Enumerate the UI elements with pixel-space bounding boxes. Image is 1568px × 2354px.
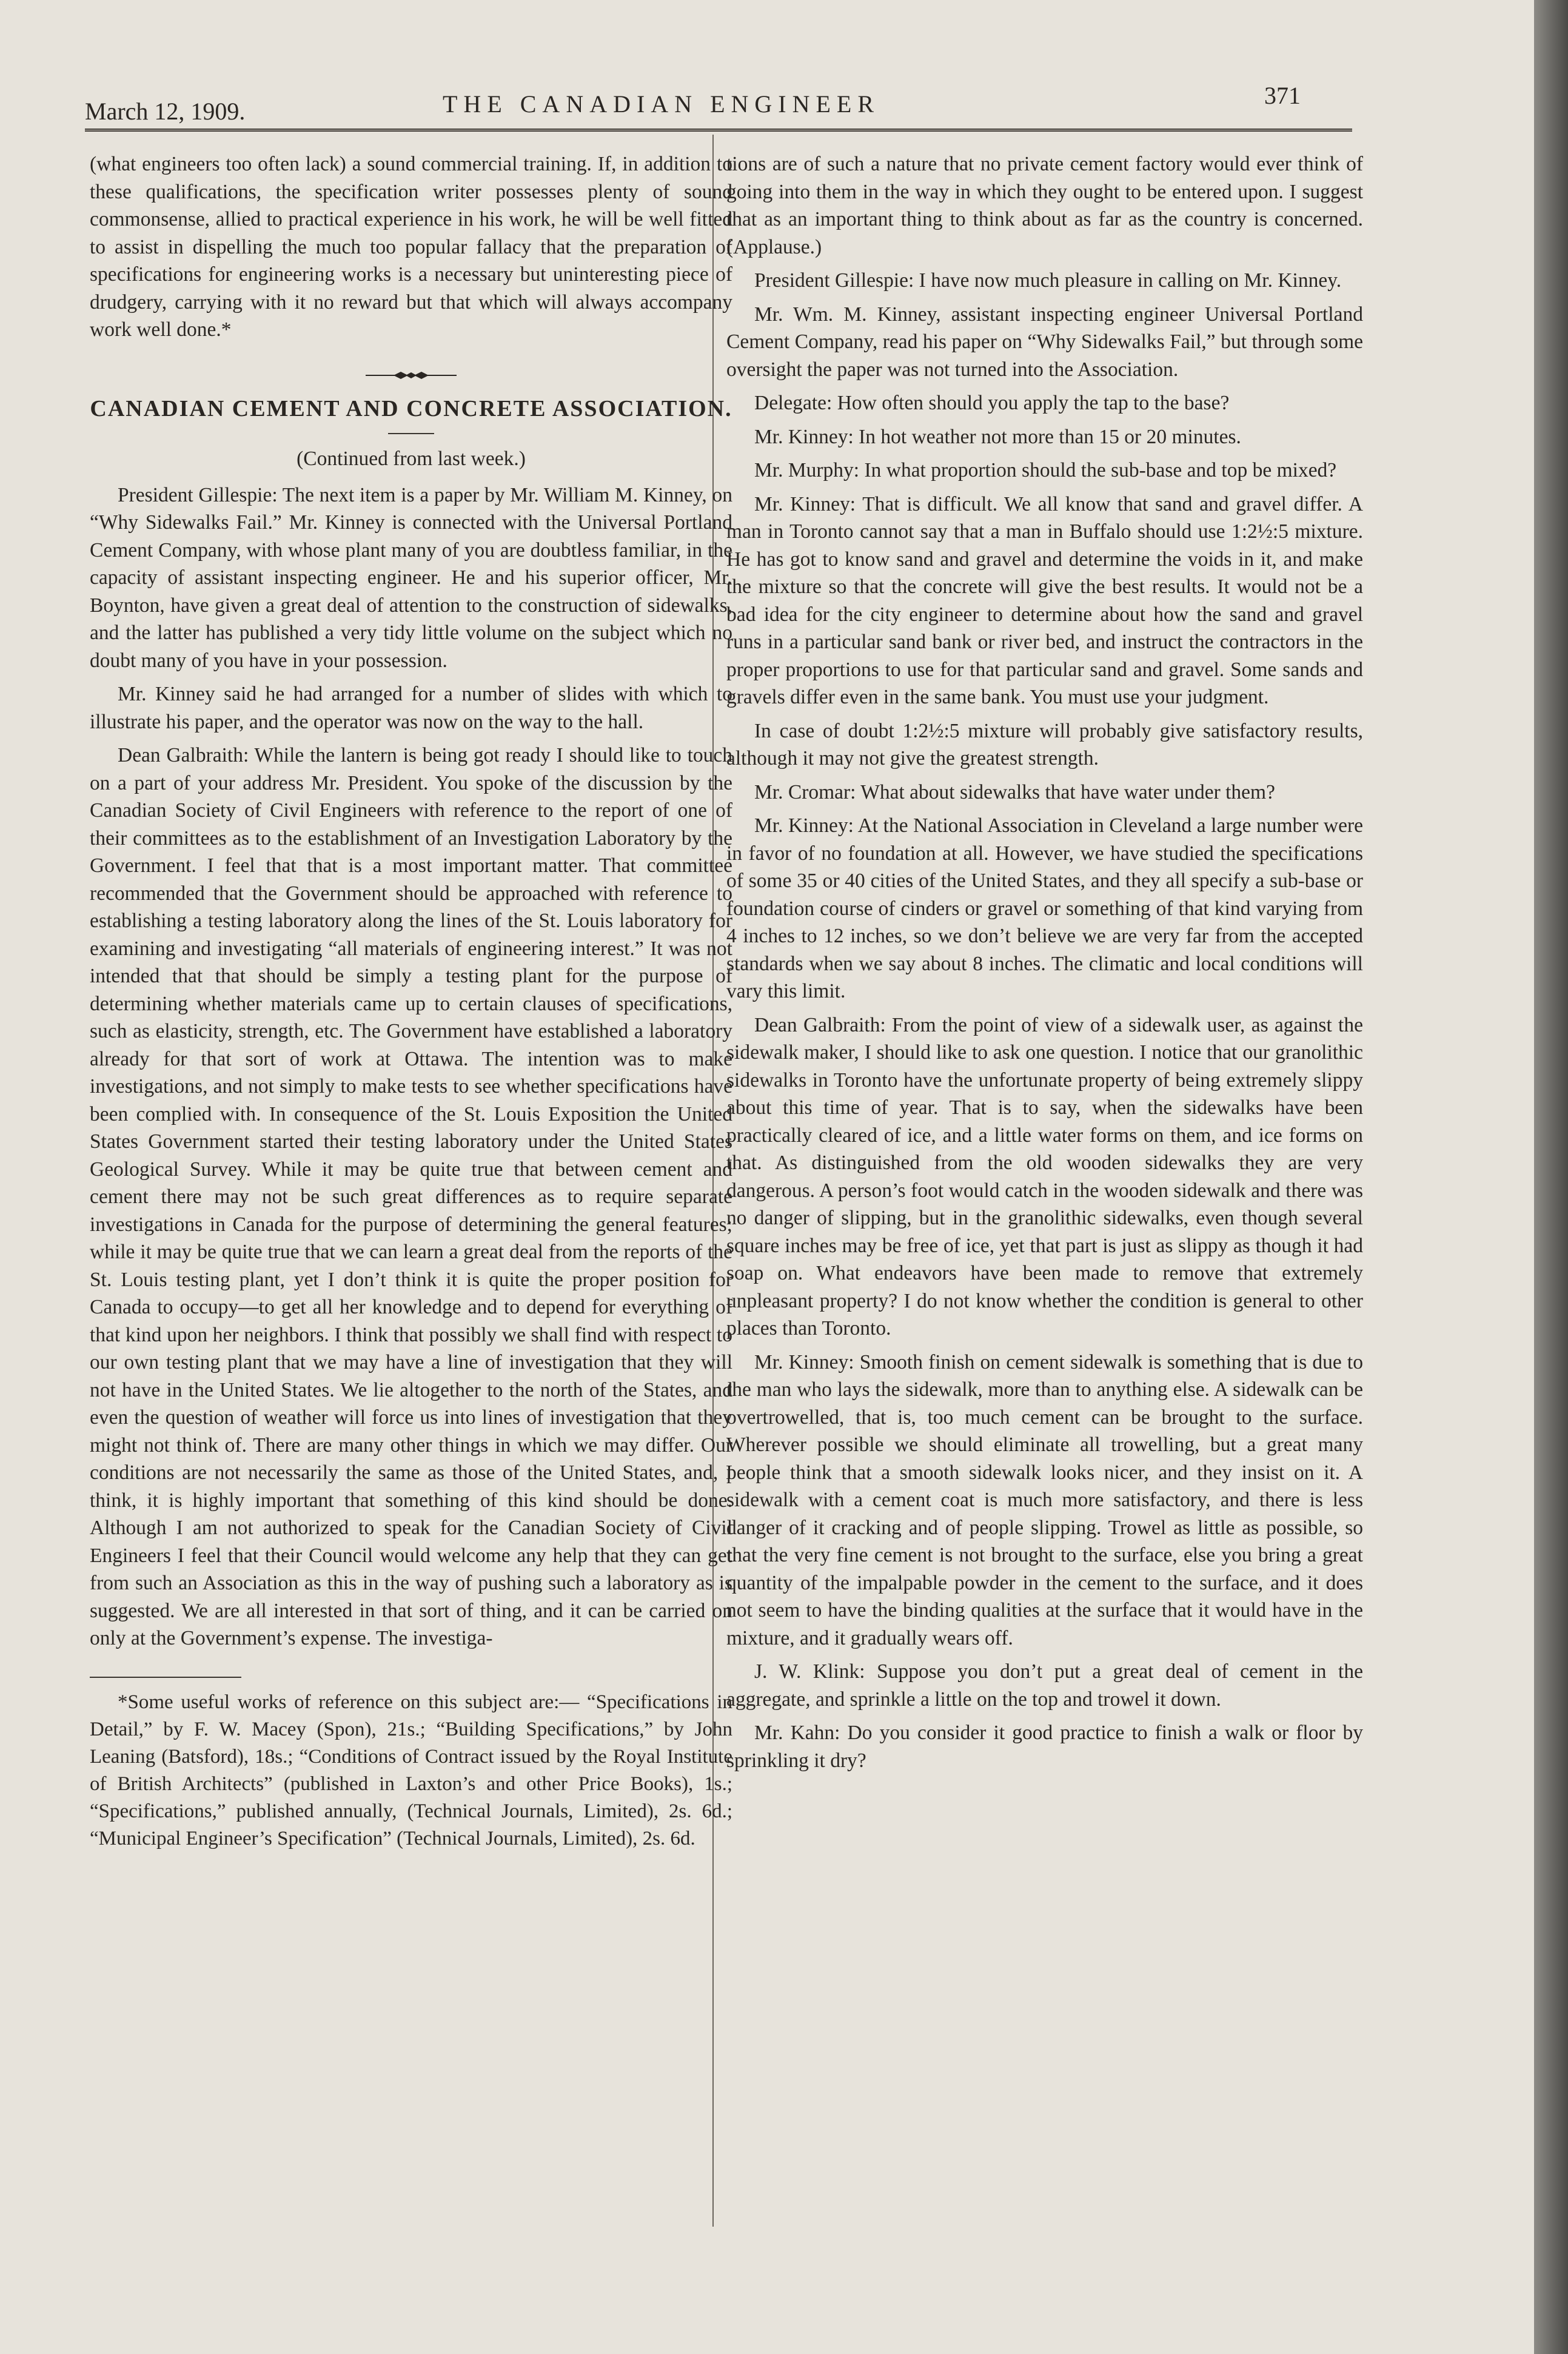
left-column — [90, 150, 732, 1859]
page-edge — [1534, 0, 1568, 2354]
paragraph: Mr. Kahn: Do you consider it good practice to finish a walk or floor by sprinkling it dry? — [726, 1722, 1363, 1772]
paragraph: Dean Galbraith: While the lantern is being got ready I should like to touch on a part of your address Mr. President. You spoke of the discussion by the Canadian Society of Civil Engineers with reference to the report of one of their committees as to the establishment of an Investigation Laboratory by the Government. I feel that that is a most important matter. That committee recommended that the Government should be approached with reference to establishing a testing laboratory along the lines of the St. Louis laboratory for examining and investigating “all materials of engineering interest.” It was not intended that that should be simply a testing plant for the purpose of determining whether materials came up to certain clauses of specifications, such as elasticity, strength, etc. The Government have established a laboratory already for that sort of work at Ottawa. The intention was to make investigations, and not simply to make tests to see whether specifications have been complied with. In consequence of the St. Louis Exposition the United States Government started their testing laboratory under the United States Geological Survey. While it may be quite true that between cement and cement there may not be such great differences as to require separate investigations in Canada for the purpose of determining the general features; while it may be quite true that we can learn a great deal from the reports of the St. Louis testing plant, yet I don’t think it is quite the proper position for Canada to occupy—to get all her knowledge and to depend for everything of that kind upon her neighbors. I think that possibly we shall find with respect to our own testing plant that we may have a line of investigation that they will not have in the United States. We lie altogether to the north of the States, and even the question of weather will force us into lines of investigation that they might not think of. There are many other things in which we may differ. Our conditions are not necessarily the same as those of the United States, and, I think, it is highly important that something of this kind should be done. Although I am not authorized to speak for the Canadian Society of Civil Engineers I feel that their Council would welcome any help that they can get from such an Association as this in the way of pushing such a laboratory as is suggested. We are all interested in that sort of thing, and it can be carried on only at the Government’s expense. The investiga- — [90, 744, 732, 1649]
paragraph: Dean Galbraith: From the point of view of a sidewalk user, as against the sidewalk maker, I should like to ask one question. I notice that our granolithic sidewalks in Toronto have the unfortunate property of being extremely slippy about this time of year. That is to say, when the sidewalks have been practically cleared of ice, and a little water forms on them, and ice forms on that. As distinguished from the old wooden sidewalks they are very dangerous. A person’s foot would catch in the wooden sidewalk and there was no danger of slipping, but in the granolithic sidewalks, even though several square inches may be free of ice, yet that part is just as slippy as though it had soap on. What endeavors have been made to remove that extremely unpleasant property? I do not know whether the condition is general to other places than Toronto. — [726, 1013, 1363, 1340]
paragraph: Mr. Kinney: Smooth finish on cement sidewalk is something that is due to the man who lays the sidewalk, more than to anything else. A sidewalk can be overtrowelled, that is, too much cement can be brought to the surface. Wherever possible we should eliminate all trowelling, but a great many people think that a smooth sidewalk looks nicer, and they insist on it. A sidewalk with a cement coat is much more satisfactory, and there is less danger of it cracking and of people slipping. Trowel as little as possible, so that the very fine cement is not brought to the surface, else you bring a great quantity of the impalpable powder in the cement to the surface, and it does not seem to have the binding qualities at the surface that it would have in the mixture, and it gradually wears off. — [726, 1350, 1363, 1649]
paragraph: Mr. Murphy: In what proportion should the sub-base and top be mixed? — [754, 459, 1337, 481]
header-rule — [85, 129, 1352, 132]
paragraph: In case of doubt 1:2½:5 mixture will probably give satisfactory results, although it may not give the greatest strength. — [726, 719, 1363, 770]
paragraph: Delegate: How often should you apply the tap to the base? — [754, 392, 1230, 414]
paragraph: Mr. Cromar: What about sidewalks that have water under them? — [754, 780, 1275, 803]
footnote-rule — [90, 1677, 241, 1678]
section-ornament — [90, 360, 732, 387]
paragraph: Mr. Kinney said he had arranged for a number of slides with which to illustrate his paper, and the operator was now on the way to the hall. — [90, 683, 732, 733]
issue-date: March 12, 1909. — [85, 98, 246, 125]
paragraph: Mr. Kinney: That is difficult. We all know that sand and gravel differ. A man in Toronto cannot say that a man in Buffalo should use 1:2½:5 mixture. He has got to know sand and gravel and determine the voids in it, and make the mixture so that the concrete will give the best results. It would not be a bad idea for the city engineer to determine about how the sand and gravel runs in a particular sand bank or river bed, and instruct the contractors in the proper proportions to use for that particular sand and gravel. Some sands and gravels differ even in the same bank. You must use your judgment. — [726, 492, 1363, 708]
intro-paragraph: (what engineers too often lack) a sound commercial training. If, in addition to these qualifications, the specification writer possesses plenty of sound commonsense, allied to practical experience in his work, he will be well fitted to assist in dispelling the much too popular fallacy that the preparation of specifications for engineering works is a necessary but uninteresting piece of drudgery, carrying with it no reward but that which will always accompany work well done.* — [90, 153, 732, 341]
title-rule — [388, 433, 434, 434]
page-number: 371 — [1264, 82, 1301, 109]
paragraph: Mr. Wm. M. Kinney, assistant inspecting engineer Universal Portland Cement Company, read his paper on “Why Sidewalks Fail,” but through some oversight the paper was not turned into the Association. — [726, 303, 1363, 381]
journal-title: THE CANADIAN ENGINEER — [443, 90, 880, 118]
article-title: CANADIAN CEMENT AND CONCRETE ASSOCIATION. — [90, 396, 732, 421]
paragraph: tions are of such a nature that no private cement factory would ever think of going into them in the way in which they ought to be entered upon. I suggest that as an important thing to think about as far as the country is concerned. (Applause.) — [726, 153, 1363, 258]
continued-note: (Continued from last week.) — [297, 448, 526, 470]
right-column — [726, 150, 1363, 1780]
paragraph: President Gillespie: I have now much pleasure in calling on Mr. Kinney. — [754, 269, 1342, 292]
paragraph: Mr. Kinney: In hot weather not more than 15 or 20 minutes. — [754, 425, 1241, 448]
paragraph: President Gillespie: The next item is a paper by Mr. William M. Kinney, on “Why Sidewalks Fail.” Mr. Kinney is connected with the Universal Portland Cement Company, with whose plant many of you are doubtless familiar, in the capacity of assistant inspecting engineer. He and his superior officer, Mr. Boynton, have given a great deal of attention to the construction of sidewalks, and the latter has published a very tidy little volume on the subject which no doubt many of you have in your possession. — [90, 483, 732, 672]
paragraph: Mr. Kinney: At the National Association in Cleveland a large number were in favor of no foundation at all. However, we have studied the specifications of some 35 or 40 cities of the United States, and they all specify a sub-base or foundation course of cinders or gravel or something of that kind varying from 4 inches to 12 inches, so we don’t believe we are very far from the accepted standards when we say about 8 inches. The climatic and local conditions will vary this limit. — [726, 814, 1363, 1002]
footnote: *Some useful works of reference on this subject are:— “Specifications in Detail,” by F. W. Macey (Spon), 21s.; “Building Specifications,” by John Leaning (Batsford), 18s.; “Conditions of Contract issued by the Royal Institute of British Architects” (published in Laxton’s and other Price Books), 1s.; “Specifications,” published annually, (Technical Journals, Limited), 2s. 6d.; “Municipal Engineer’s Specification” (Technical Journals, Limited), 2s. 6d. — [90, 1691, 732, 1849]
paragraph: J. W. Klink: Suppose you don’t put a great deal of cement in the aggregate, and sprinkle a little on the top and trowel it down. — [726, 1660, 1363, 1711]
page-header — [85, 79, 1352, 133]
